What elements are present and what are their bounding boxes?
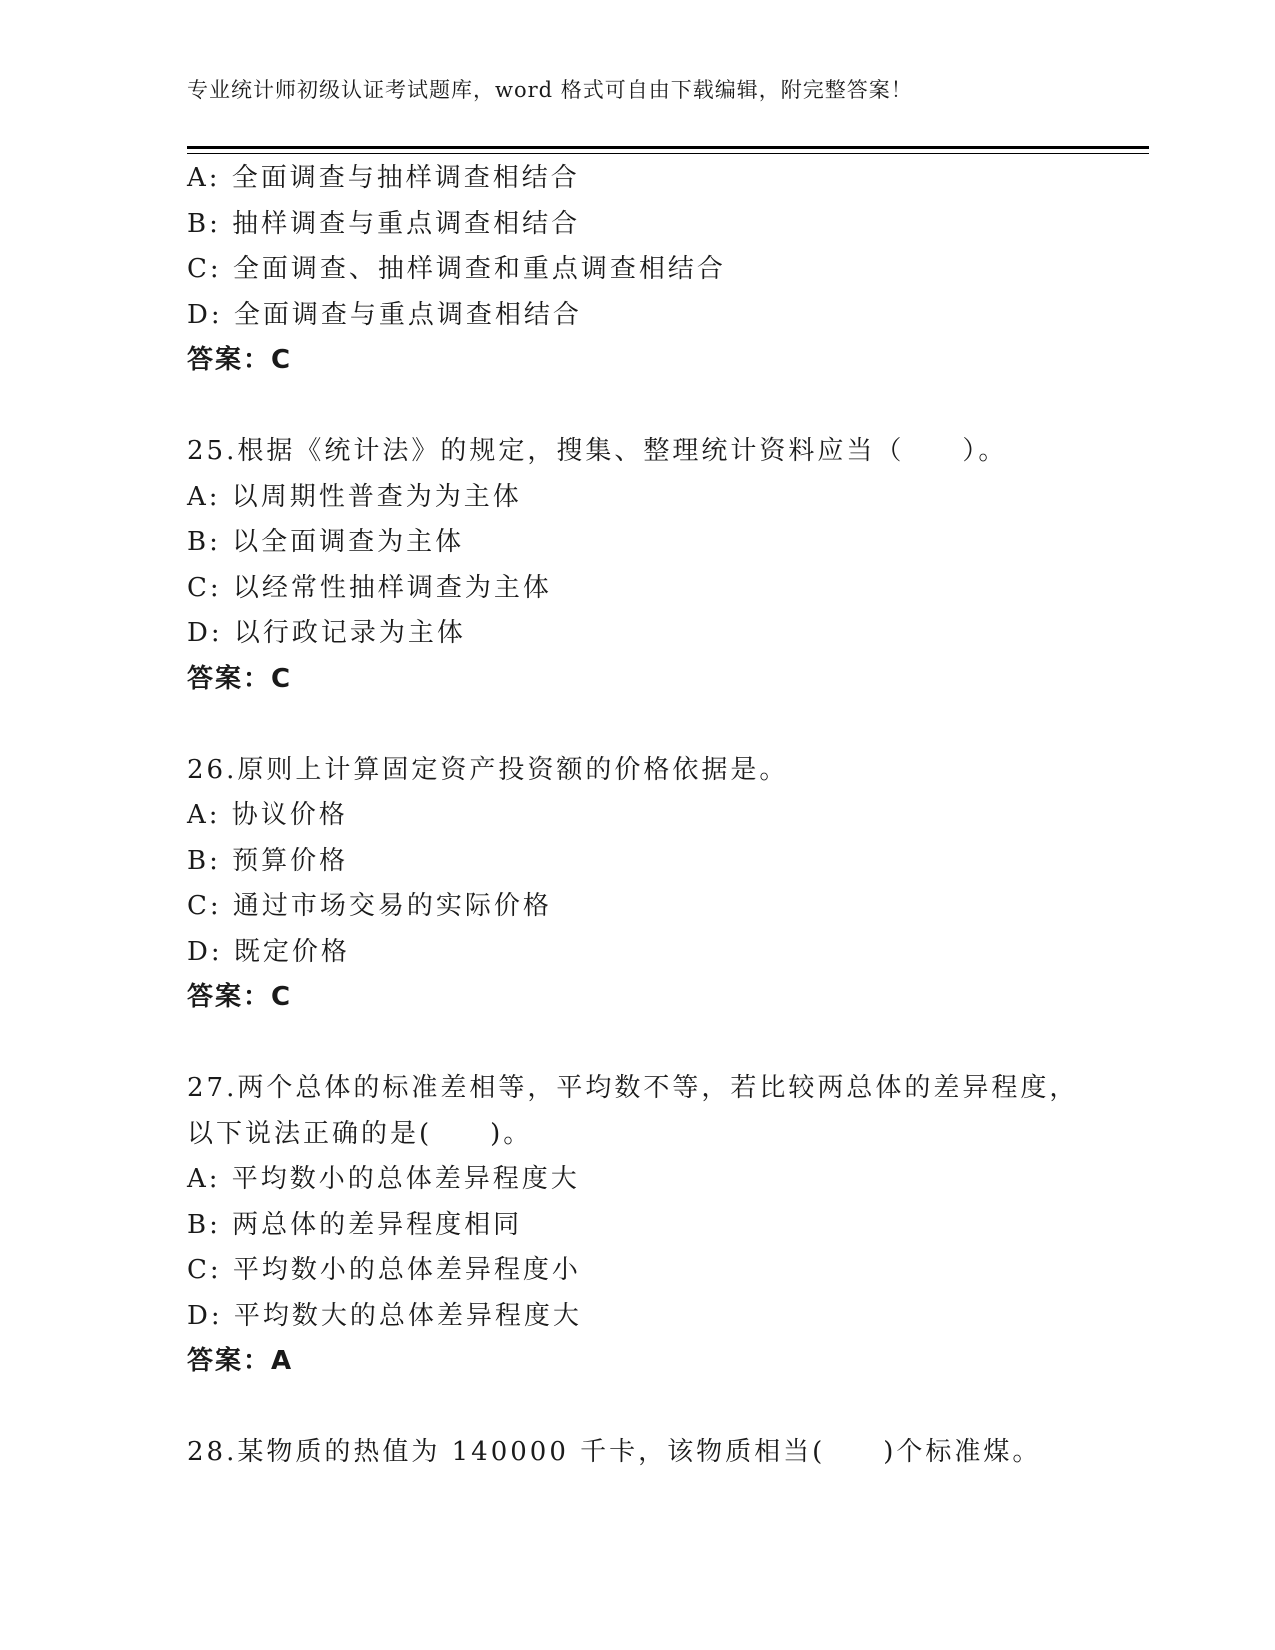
q25-option-a: A: 以周期性普查为为主体 xyxy=(187,481,522,512)
q26-answer: 答案：C xyxy=(187,982,293,1012)
q25-answer: 答案：C xyxy=(187,663,293,694)
q25-option-b: B: 以全面调查为主体 xyxy=(187,527,465,557)
q24-option-c: C: 全面调查、抽样调查和重点调查相结合 xyxy=(187,254,726,284)
q26-option-d: D: 既定价格 xyxy=(187,936,350,967)
q28-question: 28.某物质的热值为 140000 千卡，该物质相当( )个标准煤。 xyxy=(187,1437,1042,1467)
q27-question-line2: 以下说法正确的是( )。 xyxy=(187,1118,533,1149)
q25-option-c: C: 以经常性抽样调查为主体 xyxy=(187,572,552,603)
q24-option-a: A: 全面调查与抽样调查相结合 xyxy=(187,163,580,193)
q24-option-b: B: 抽样调查与重点调查相结合 xyxy=(187,208,581,239)
q26-question: 26.原则上计算固定资产投资额的价格依据是。 xyxy=(187,754,789,785)
q26-option-a: A: 协议价格 xyxy=(187,800,348,830)
q27-option-d: D: 平均数大的总体差异程度大 xyxy=(187,1300,582,1331)
q24-option-d: D: 全面调查与重点调查相结合 xyxy=(187,299,582,330)
header-rule-thin xyxy=(187,153,1149,154)
q26-option-b: B: 预算价格 xyxy=(187,845,349,876)
q25-option-d: D: 以行政记录为主体 xyxy=(187,618,466,648)
q24-answer: 答案：C xyxy=(187,345,293,375)
question-content xyxy=(187,156,1149,1476)
q27-answer: 答案：A xyxy=(187,1346,294,1376)
header-rule-thick xyxy=(187,146,1149,149)
q26-option-c: C: 通过市场交易的实际价格 xyxy=(187,891,552,921)
q25-question: 25.根据《统计法》的规定，搜集、整理统计资料应当（ ）。 xyxy=(187,436,1008,466)
document-header: 专业统计师初级认证考试题库，word 格式可自由下载编辑，附完整答案！ xyxy=(187,78,913,102)
q27-question-line1: 27.两个总体的标准差相等，平均数不等，若比较两总体的差异程度， xyxy=(187,1073,1079,1103)
q27-option-a: A: 平均数小的总体差异程度大 xyxy=(187,1164,580,1194)
q27-option-c: C: 平均数小的总体差异程度小 xyxy=(187,1255,581,1285)
q27-option-b: B: 两总体的差异程度相同 xyxy=(187,1209,523,1240)
